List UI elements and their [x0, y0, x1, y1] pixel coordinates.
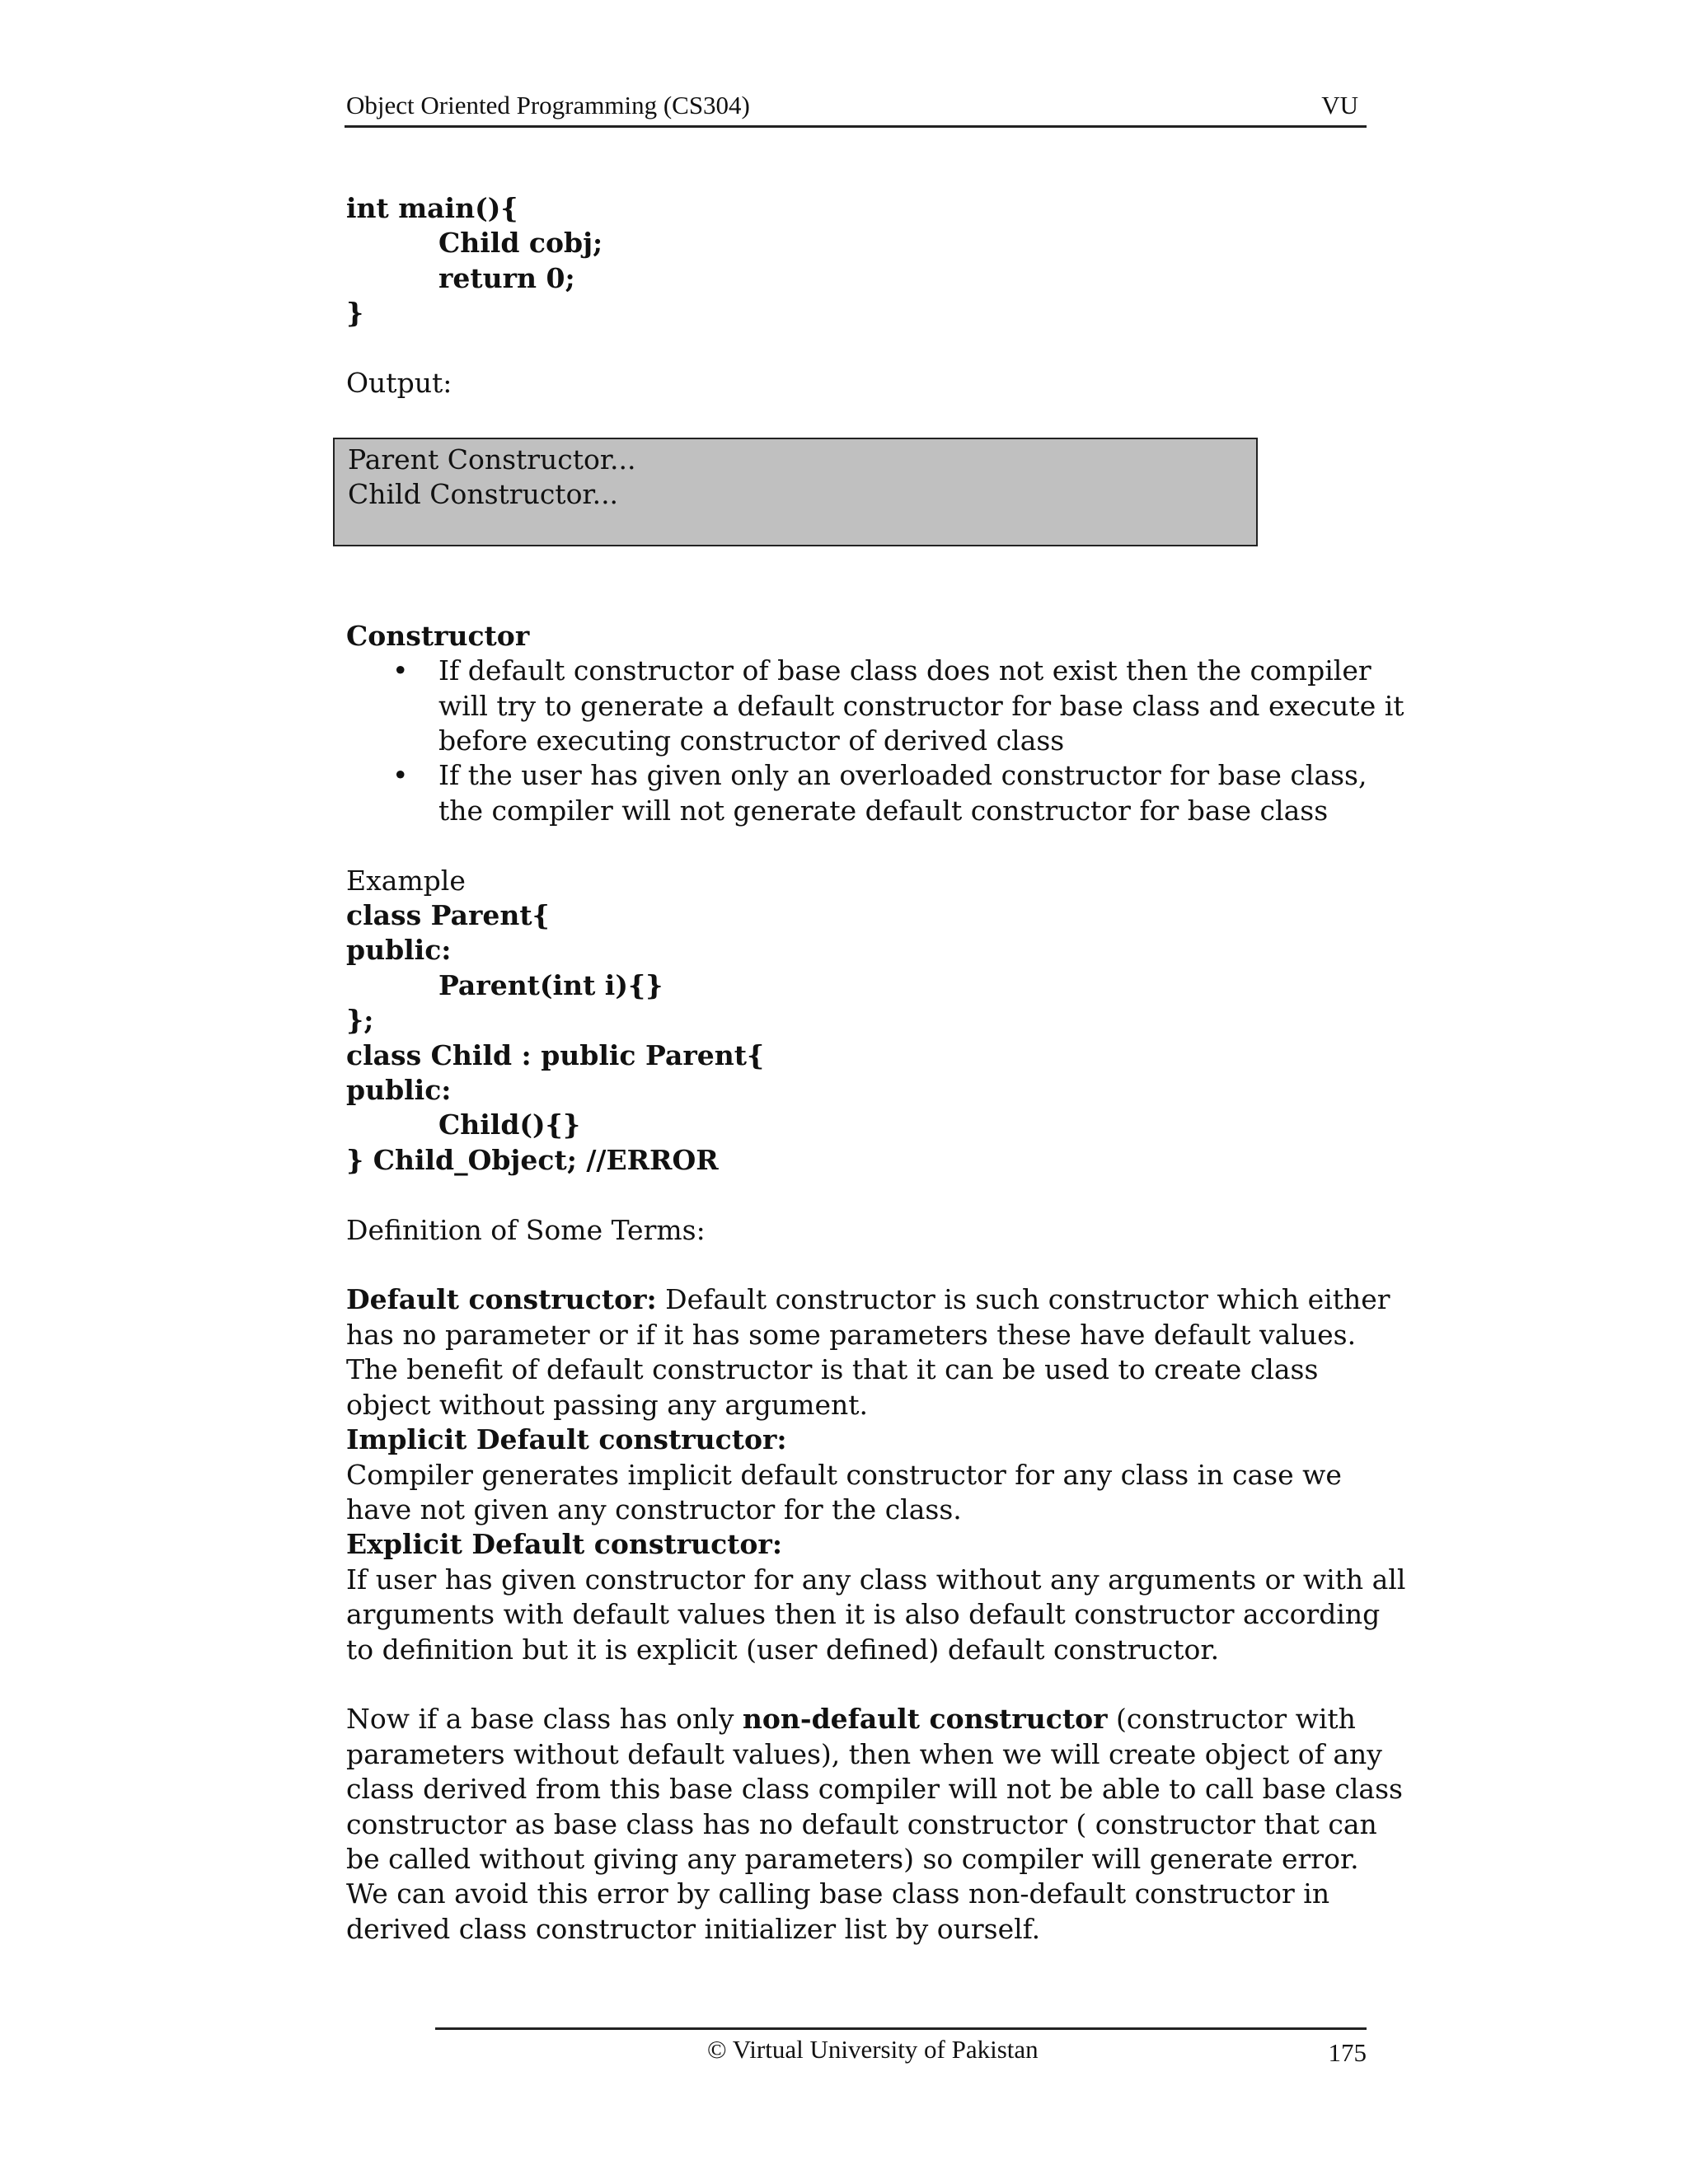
definitions-heading: Definition of Some Terms: [346, 1213, 706, 1246]
page-header [345, 89, 1367, 128]
code-line: Child cobj; [438, 227, 603, 260]
list-item [346, 654, 1411, 758]
closing-paragraph [346, 1702, 1409, 1877]
term-text: Default constructor is such constructor which either has no parameter or if it has some parameters these have default values. The benefit of default constructor is that it can be used to create class object without passing any argument. [346, 1283, 1390, 1421]
code-line: }; [346, 1004, 374, 1037]
code-line: public: [346, 934, 452, 967]
output-label: Output: [346, 367, 452, 400]
code-line: } [346, 297, 364, 330]
bullet-icon: • [392, 759, 409, 792]
code-line: Child(){} [438, 1108, 581, 1141]
closing-paragraph-2: We can avoid this error by calling base class non-default constructor in derived class constructor initializer list by ourself. [346, 1877, 1330, 1945]
implicit-constructor-text: Compiler generates implicit default constructor for any class in case we have not given any constructor for the class. [346, 1458, 1342, 1526]
closing-bold-term: non-default constructor [742, 1703, 1108, 1736]
code-line: int main(){ [346, 192, 518, 224]
closing-text: Now if a base class has only [346, 1703, 743, 1736]
course-title: Object Oriented Programming (CS304) [346, 91, 750, 120]
output-line: Child Constructor... [348, 478, 619, 511]
code-line: } Child_Object; //ERROR [346, 1143, 719, 1176]
bullet-text: If the user has given only an overloaded constructor for base class, the compiler will not generate default constructor for base class [438, 759, 1367, 827]
code-line: public: [346, 1074, 452, 1107]
page-footer [435, 2027, 1367, 2067]
example-label: Example [346, 864, 466, 897]
page-number: 175 [1328, 2038, 1367, 2067]
closing-text: (constructor with parameters without default values), then when we will create object of any class derived from this base class compiler will not be able to call base class constructor as base class has no default constructor ( constructor that can be called without giving any parameters) so compiler will generate error. [346, 1703, 1403, 1875]
default-constructor-definition [346, 1282, 1409, 1422]
output-box [333, 438, 1258, 546]
output-line: Parent Constructor... [348, 443, 636, 476]
code-line: Parent(int i){} [438, 968, 663, 1001]
main-code-block [346, 191, 1409, 331]
example-code-block [346, 898, 1409, 1178]
implicit-constructor-term: Implicit Default constructor: [346, 1423, 787, 1456]
institution-label: VU [1321, 91, 1358, 120]
constructor-bullet-list [346, 654, 1409, 828]
page-content [346, 191, 1409, 1947]
code-line: class Parent{ [346, 899, 550, 932]
code-line: return 0; [438, 261, 575, 294]
constructor-heading: Constructor [346, 619, 530, 652]
copyright-text: © Virtual University of Pakistan [707, 2035, 1039, 2064]
explicit-constructor-term: Explicit Default constructor: [346, 1528, 782, 1561]
list-item [346, 758, 1411, 828]
explicit-constructor-text: If user has given constructor for any class without any arguments or with all arguments with default values then it is also default constructor according to definition but it is explicit (user defined) default constructor. [346, 1563, 1406, 1666]
bullet-icon: • [392, 654, 409, 687]
code-line: class Child : public Parent{ [346, 1038, 765, 1071]
term-label: Default constructor: [346, 1283, 657, 1316]
bullet-text: If default constructor of base class does not exist then the compiler will try to generate a default constructor for base class and execute it before executing constructor of derived class [438, 654, 1404, 757]
